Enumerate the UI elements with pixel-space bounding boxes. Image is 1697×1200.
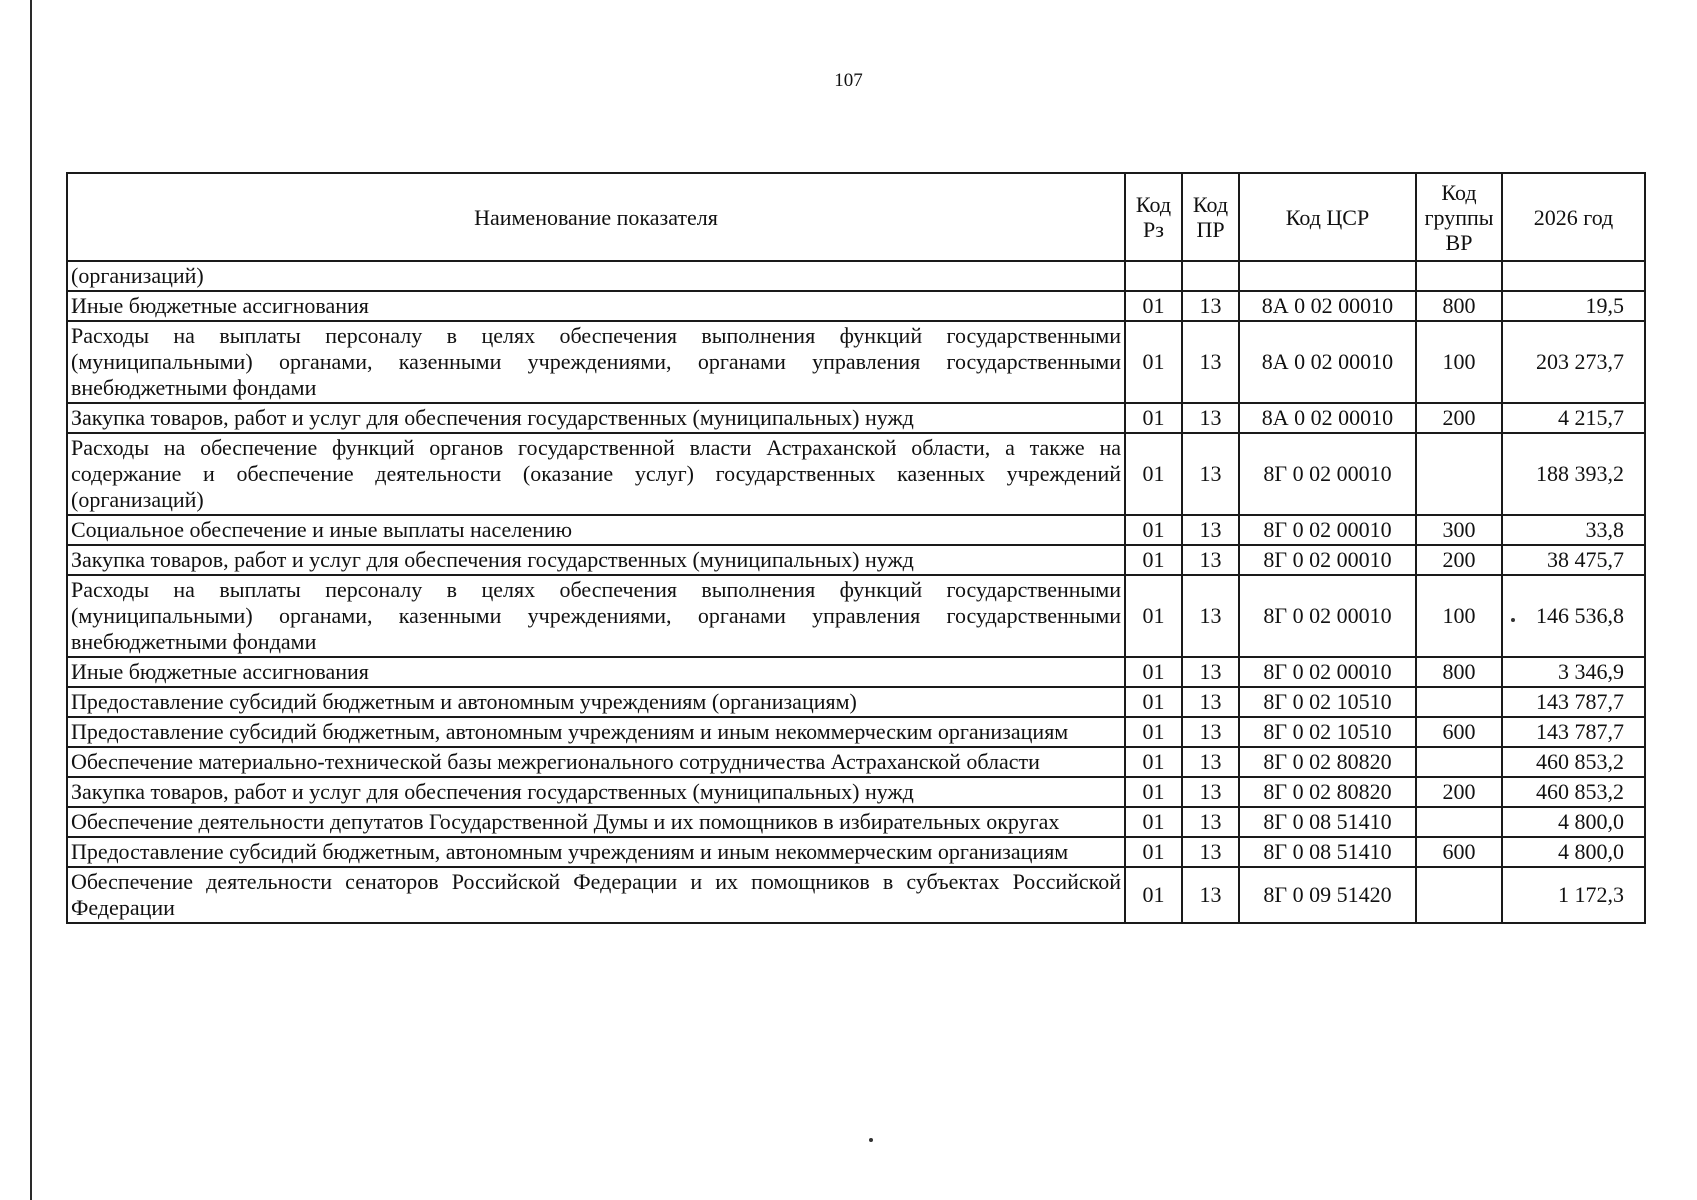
- cell-pr: 13: [1182, 321, 1239, 403]
- cell-csr: 8Г 0 02 00010: [1239, 575, 1416, 657]
- table-row: [67, 321, 1645, 403]
- cell-csr: 8Г 0 02 00010: [1239, 515, 1416, 545]
- table-row: [67, 291, 1645, 321]
- cell-name: Расходы на выплаты персоналу в целях обеспечения выполнения функций государственными (муниципальными) органами, казенными учреждениями, органами управления государственными внебюджетными фондами: [67, 575, 1125, 657]
- page-number: 107: [834, 70, 863, 91]
- cell-csr: 8Г 0 08 51410: [1239, 807, 1416, 837]
- table-row: [67, 717, 1645, 747]
- cell-amount: 1 172,3: [1502, 867, 1645, 923]
- header-vr: Код группы ВР: [1416, 173, 1502, 261]
- cell-amount: 203 273,7: [1502, 321, 1645, 403]
- cell-rz: 01: [1125, 575, 1182, 657]
- table-row: [67, 261, 1645, 291]
- cell-amount: 38 475,7: [1502, 545, 1645, 575]
- cell-rz: 01: [1125, 777, 1182, 807]
- cell-csr: 8Г 0 09 51420: [1239, 867, 1416, 923]
- cell-rz: 01: [1125, 867, 1182, 923]
- table-row: [67, 837, 1645, 867]
- cell-vr: 600: [1416, 837, 1502, 867]
- cell-name: Социальное обеспечение и иные выплаты населению: [67, 515, 1125, 545]
- binding-line: [30, 0, 32, 1200]
- table-row: [67, 403, 1645, 433]
- cell-name: Закупка товаров, работ и услуг для обеспечения государственных (муниципальных) нужд: [67, 545, 1125, 575]
- cell-pr: 13: [1182, 747, 1239, 777]
- cell-rz: 01: [1125, 717, 1182, 747]
- table-row: [67, 515, 1645, 545]
- cell-pr: 13: [1182, 687, 1239, 717]
- cell-vr: [1416, 867, 1502, 923]
- cell-rz: 01: [1125, 837, 1182, 867]
- cell-name: Предоставление субсидий бюджетным, автономным учреждениям и иным некоммерческим организациям: [67, 837, 1125, 867]
- cell-csr: 8Г 0 02 80820: [1239, 777, 1416, 807]
- cell-vr: [1416, 261, 1502, 291]
- cell-csr: 8Г 0 02 00010: [1239, 545, 1416, 575]
- cell-csr: 8Г 0 02 80820: [1239, 747, 1416, 777]
- header-rz: Код Рз: [1125, 173, 1182, 261]
- cell-name: Обеспечение материально-технической базы межрегионального сотрудничества Астраханской области: [67, 747, 1125, 777]
- cell-amount: 4 800,0: [1502, 837, 1645, 867]
- cell-vr: [1416, 687, 1502, 717]
- cell-name: Расходы на выплаты персоналу в целях обеспечения выполнения функций государственными (муниципальными) органами, казенными учреждениями, органами управления государственными внебюджетными фондами: [67, 321, 1125, 403]
- cell-vr: [1416, 433, 1502, 515]
- cell-amount: 4 215,7: [1502, 403, 1645, 433]
- stray-dot: [869, 1138, 873, 1142]
- cell-name: Предоставление субсидий бюджетным и автономным учреждениям (организациям): [67, 687, 1125, 717]
- cell-name: Расходы на обеспечение функций органов государственной власти Астраханской области, а также на содержание и обеспечение деятельности (оказание услуг) государственных казенных учреждений (организаций): [67, 433, 1125, 515]
- cell-vr: 600: [1416, 717, 1502, 747]
- header-year: 2026 год: [1502, 173, 1645, 261]
- cell-rz: 01: [1125, 291, 1182, 321]
- cell-amount: 146 536,8: [1502, 575, 1645, 657]
- header-csr: Код ЦСР: [1239, 173, 1416, 261]
- cell-rz: 01: [1125, 747, 1182, 777]
- cell-csr: 8Г 0 02 00010: [1239, 657, 1416, 687]
- cell-csr: 8Г 0 02 10510: [1239, 687, 1416, 717]
- table-row: [67, 807, 1645, 837]
- cell-amount: 4 800,0: [1502, 807, 1645, 837]
- cell-name: Обеспечение деятельности сенаторов Российской Федерации и их помощников в субъектах Российской Федерации: [67, 867, 1125, 923]
- table-row: [67, 867, 1645, 923]
- cell-rz: 01: [1125, 433, 1182, 515]
- cell-amount: 19,5: [1502, 291, 1645, 321]
- cell-pr: 13: [1182, 717, 1239, 747]
- cell-pr: 13: [1182, 575, 1239, 657]
- cell-amount: 460 853,2: [1502, 777, 1645, 807]
- cell-name: Иные бюджетные ассигнования: [67, 291, 1125, 321]
- cell-rz: [1125, 261, 1182, 291]
- cell-amount: 33,8: [1502, 515, 1645, 545]
- cell-name: Закупка товаров, работ и услуг для обеспечения государственных (муниципальных) нужд: [67, 403, 1125, 433]
- cell-rz: 01: [1125, 807, 1182, 837]
- budget-table: [66, 172, 1646, 924]
- cell-vr: 100: [1416, 575, 1502, 657]
- cell-csr: 8Г 0 08 51410: [1239, 837, 1416, 867]
- cell-rz: 01: [1125, 545, 1182, 575]
- cell-rz: 01: [1125, 515, 1182, 545]
- cell-vr: [1416, 807, 1502, 837]
- cell-csr: 8Г 0 02 10510: [1239, 717, 1416, 747]
- cell-pr: 13: [1182, 837, 1239, 867]
- cell-rz: 01: [1125, 657, 1182, 687]
- cell-amount: 3 346,9: [1502, 657, 1645, 687]
- cell-csr: 8А 0 02 00010: [1239, 403, 1416, 433]
- cell-pr: 13: [1182, 515, 1239, 545]
- cell-csr: 8Г 0 02 00010: [1239, 433, 1416, 515]
- cell-pr: 13: [1182, 403, 1239, 433]
- table-row: [67, 747, 1645, 777]
- cell-name: Предоставление субсидий бюджетным, автономным учреждениям и иным некоммерческим организациям: [67, 717, 1125, 747]
- cell-csr: [1239, 261, 1416, 291]
- table-row: [67, 545, 1645, 575]
- table-row: [67, 657, 1645, 687]
- cell-vr: 100: [1416, 321, 1502, 403]
- cell-vr: 200: [1416, 545, 1502, 575]
- cell-rz: 01: [1125, 403, 1182, 433]
- table-row: [67, 433, 1645, 515]
- cell-vr: 800: [1416, 657, 1502, 687]
- cell-pr: 13: [1182, 291, 1239, 321]
- cell-name: Обеспечение деятельности депутатов Государственной Думы и их помощников в избирательных округах: [67, 807, 1125, 837]
- cell-amount: [1502, 261, 1645, 291]
- table-row: [67, 777, 1645, 807]
- cell-pr: 13: [1182, 433, 1239, 515]
- table-body: [67, 261, 1645, 923]
- cell-vr: 200: [1416, 777, 1502, 807]
- cell-pr: [1182, 261, 1239, 291]
- cell-vr: 300: [1416, 515, 1502, 545]
- cell-rz: 01: [1125, 687, 1182, 717]
- cell-pr: 13: [1182, 807, 1239, 837]
- cell-amount: 460 853,2: [1502, 747, 1645, 777]
- cell-pr: 13: [1182, 867, 1239, 923]
- cell-name: Иные бюджетные ассигнования: [67, 657, 1125, 687]
- cell-amount: 188 393,2: [1502, 433, 1645, 515]
- stray-dot: [1511, 618, 1515, 622]
- header-name: Наименование показателя: [67, 173, 1125, 261]
- cell-vr: [1416, 747, 1502, 777]
- cell-pr: 13: [1182, 657, 1239, 687]
- cell-csr: 8А 0 02 00010: [1239, 321, 1416, 403]
- header-pr: Код ПР: [1182, 173, 1239, 261]
- cell-vr: 200: [1416, 403, 1502, 433]
- cell-amount: 143 787,7: [1502, 687, 1645, 717]
- table-header-row: [67, 173, 1645, 261]
- cell-rz: 01: [1125, 321, 1182, 403]
- cell-name: (организаций): [67, 261, 1125, 291]
- cell-csr: 8А 0 02 00010: [1239, 291, 1416, 321]
- table-row: [67, 575, 1645, 657]
- cell-vr: 800: [1416, 291, 1502, 321]
- cell-pr: 13: [1182, 777, 1239, 807]
- cell-amount: 143 787,7: [1502, 717, 1645, 747]
- cell-name: Закупка товаров, работ и услуг для обеспечения государственных (муниципальных) нужд: [67, 777, 1125, 807]
- cell-pr: 13: [1182, 545, 1239, 575]
- table-row: [67, 687, 1645, 717]
